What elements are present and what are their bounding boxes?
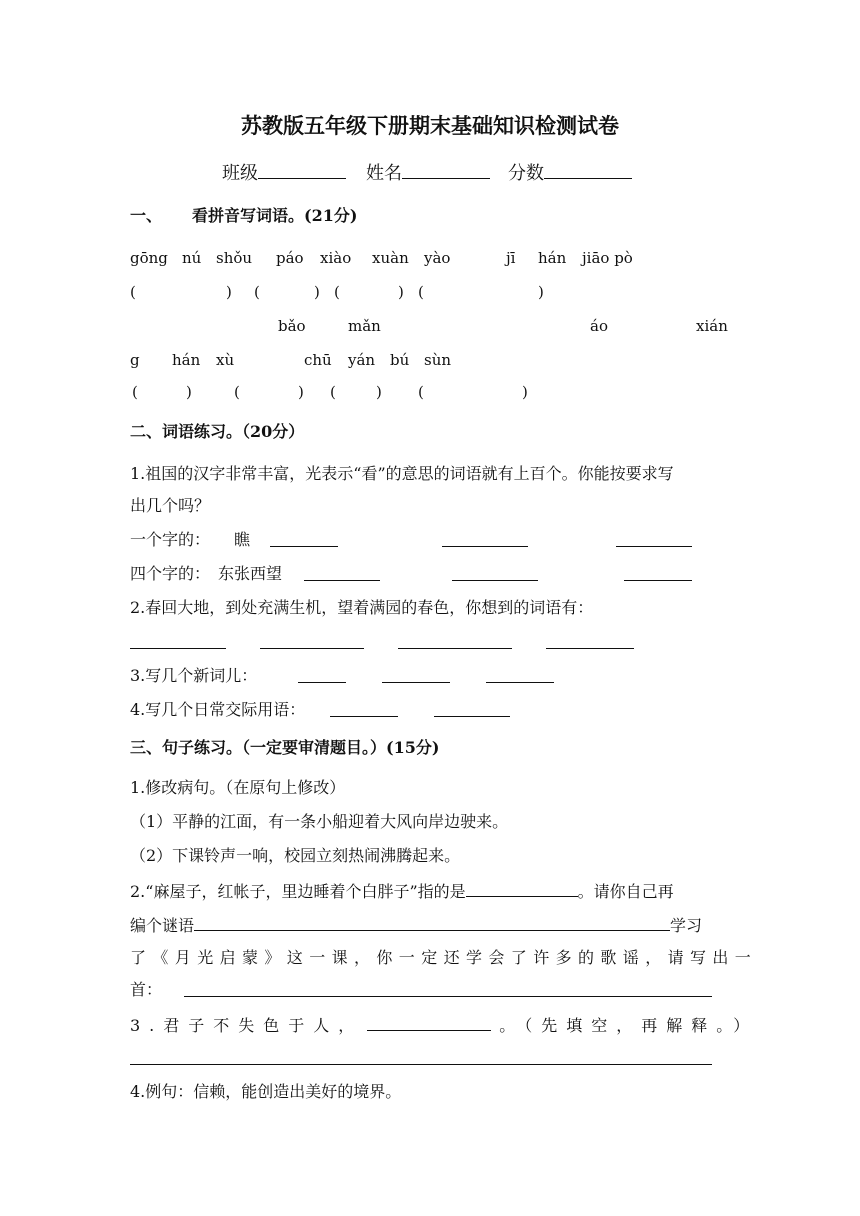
pinyin-9: hán	[538, 249, 567, 267]
four-char-label: 四个字的：	[130, 564, 211, 583]
one-char-label: 一个字的：	[130, 530, 211, 549]
paren-close-5: )	[186, 383, 192, 401]
one-char-blank-1[interactable]	[270, 530, 338, 547]
section-1-number: 一、	[130, 206, 163, 225]
pinyin-19: yán	[348, 351, 376, 369]
s2-q1-line2: 出几个吗？	[130, 496, 211, 515]
pinyin-17: xù	[216, 351, 235, 369]
spring-blank-2[interactable]	[260, 632, 364, 649]
class-field	[222, 162, 346, 184]
one-char-blank-2[interactable]	[442, 530, 528, 547]
pinyin-10: jiāo pò	[582, 249, 633, 267]
s2-q2: 2.春回大地，到处充满生机，望着满园的春色，你想到的词语有：	[130, 598, 594, 617]
s3-q1-sentence-1[interactable]: （1）平静的江面，有一条小船迎着大风向岸边驶来。	[130, 812, 509, 831]
riddle-text: 2.“麻屋子，红帐子，里边睡着个白胖子”指的是	[130, 882, 466, 901]
paren-close-4: )	[538, 283, 544, 301]
pinyin-6: xuàn	[372, 249, 409, 267]
pinyin-18: chū	[304, 351, 332, 369]
s3-q1: 1.修改病句。（在原句上修改）	[130, 778, 346, 797]
new-word-blank-1[interactable]	[298, 666, 346, 683]
riddle-answer-blank[interactable]	[466, 880, 578, 897]
s3-q2-line4	[130, 980, 162, 1000]
pinyin-15: g	[130, 351, 140, 369]
saying-instruction: 。（先填空，再解释。）	[499, 1016, 759, 1035]
paren-close-2: )	[314, 283, 320, 301]
answer-box-2[interactable]: (	[254, 283, 260, 301]
answer-box-8[interactable]: (	[418, 383, 424, 401]
answer-box-4[interactable]: (	[418, 283, 424, 301]
song-label: 首：	[130, 980, 163, 999]
phrase-blank-2[interactable]	[434, 700, 510, 717]
s2-q4: 4.写几个日常交际用语：	[130, 700, 306, 719]
answer-box-5[interactable]: (	[132, 383, 138, 401]
score-blank[interactable]	[544, 162, 632, 179]
score-field	[508, 162, 632, 184]
paren-close-3: )	[398, 283, 404, 301]
pinyin-11: bǎo	[278, 317, 306, 335]
pinyin-21: sùn	[424, 351, 452, 369]
name-blank[interactable]	[402, 162, 490, 179]
paren-close-6: )	[298, 383, 304, 401]
s2-q3: 3.写几个新词儿：	[130, 666, 258, 685]
four-char-example: 东张西望	[218, 564, 283, 583]
s3-q2-line1	[130, 880, 674, 902]
pinyin-14: xián	[696, 317, 728, 335]
spring-blank-3[interactable]	[398, 632, 512, 649]
riddle-text-end: 。请你自己再	[577, 882, 674, 901]
saying-blank[interactable]	[367, 1014, 491, 1031]
one-char-example: 瞧	[234, 530, 251, 549]
pinyin-4: páo	[276, 249, 304, 267]
saying-text: 3.君子不失色于人，	[130, 1016, 364, 1035]
four-char-blank-1[interactable]	[304, 564, 380, 581]
section-1-heading: 看拼音写词语。(21分)	[192, 206, 358, 225]
s3-q3-line	[130, 1014, 758, 1036]
page-title: 苏教版五年级下册期末基础知识检测试卷	[241, 113, 619, 138]
s3-q1-sentence-2[interactable]: （2）下课铃声一响，校园立刻热闹沸腾起来。	[130, 846, 461, 865]
answer-box-3[interactable]: (	[334, 283, 340, 301]
s3-q4: 4.例句：信赖，能创造出美好的境界。	[130, 1082, 402, 1101]
four-char-blank-3[interactable]	[624, 564, 692, 581]
spring-blank-1[interactable]	[130, 632, 226, 649]
four-char-blank-2[interactable]	[452, 564, 538, 581]
name-label: 姓名	[366, 163, 402, 184]
score-label: 分数	[508, 163, 544, 184]
study-text: 学习	[670, 916, 703, 935]
make-riddle-blank[interactable]	[194, 914, 670, 931]
song-blank[interactable]	[184, 980, 712, 997]
spring-blank-4[interactable]	[546, 632, 634, 649]
paren-close-7: )	[376, 383, 382, 401]
pinyin-7: yào	[424, 249, 451, 267]
answer-box-7[interactable]: (	[330, 383, 336, 401]
name-field	[366, 162, 490, 184]
new-word-blank-2[interactable]	[382, 666, 450, 683]
one-char-blank-3[interactable]	[616, 530, 692, 547]
paren-close-1: )	[226, 283, 232, 301]
pinyin-20: bú	[390, 351, 410, 369]
pinyin-2: nú	[182, 249, 202, 267]
pinyin-3: shǒu	[216, 249, 253, 267]
pinyin-1: gōng	[130, 249, 168, 267]
explain-blank[interactable]	[130, 1048, 712, 1065]
pinyin-16: hán	[172, 351, 201, 369]
pinyin-8: jī	[506, 249, 516, 267]
make-riddle-label: 编个谜语	[130, 916, 195, 935]
answer-box-1[interactable]: (	[130, 283, 136, 301]
s3-q2-line3: 了《月光启蒙》这一课，你一定还学会了许多的歌谣，请写出一	[130, 948, 758, 967]
s3-q2-line2	[130, 914, 702, 936]
pinyin-13: áo	[590, 317, 608, 335]
pinyin-12: mǎn	[348, 317, 381, 335]
class-blank[interactable]	[258, 162, 346, 179]
paren-close-8: )	[522, 383, 528, 401]
phrase-blank-1[interactable]	[330, 700, 398, 717]
class-label: 班级	[222, 163, 258, 184]
section-2-heading: 二、词语练习。（20分）	[130, 422, 305, 441]
s2-q1-line1: 1.祖国的汉字非常丰富，光表示“看”的意思的词语就有上百个。你能按要求写	[130, 464, 674, 483]
pinyin-5: xiào	[320, 249, 352, 267]
section-3-heading: 三、句子练习。（一定要审清题目。）(15分)	[130, 738, 440, 757]
answer-box-6[interactable]: (	[234, 383, 240, 401]
new-word-blank-3[interactable]	[486, 666, 554, 683]
